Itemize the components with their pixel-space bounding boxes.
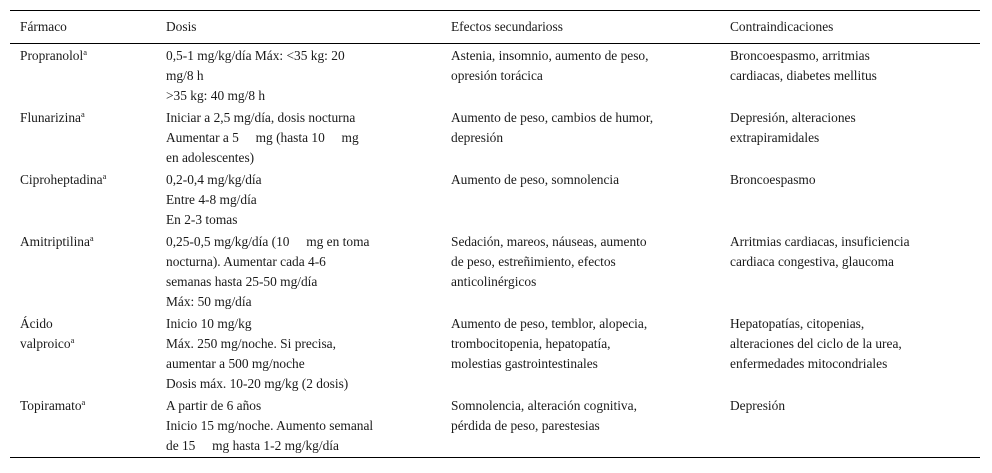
drug-name-line — [20, 232, 152, 252]
dose-line: Aumentar a 5 mg (hasta 10 mg — [166, 130, 359, 145]
footnote-marker: a — [80, 109, 85, 119]
header-side-effects: Efectos secundarioss — [441, 11, 720, 44]
contraindications-line: Depresión — [730, 398, 786, 413]
table-row — [10, 44, 980, 108]
cell-contraindications — [720, 44, 980, 108]
dose-line: aumentar a 500 mg/noche — [166, 356, 305, 371]
table-header — [10, 11, 980, 44]
dose-line: Dosis máx. 10-20 mg/kg (2 dosis) — [166, 376, 349, 391]
header-row — [10, 11, 980, 44]
header-drug: Fármaco — [10, 11, 156, 44]
cell-dose — [156, 231, 441, 313]
contraindications-line: alteraciones del ciclo de la urea, — [730, 336, 902, 351]
table-row — [10, 107, 980, 169]
table-row — [10, 169, 980, 231]
dose-line: Entre 4-8 mg/día — [166, 192, 257, 207]
cell-drug — [10, 231, 156, 313]
drug-name-line — [20, 108, 152, 128]
side-effects-line: Aumento de peso, cambios de humor, — [451, 110, 654, 125]
contraindications-line: cardiacas, diabetes mellitus — [730, 68, 877, 83]
cell-side-effects — [441, 107, 720, 169]
table-body — [10, 44, 980, 458]
cell-dose — [156, 395, 441, 458]
cell-side-effects — [441, 169, 720, 231]
side-effects-line: Aumento de peso, temblor, alopecia, — [451, 316, 648, 331]
drug-name-line — [20, 170, 152, 190]
dose-line: A partir de 6 años — [166, 398, 262, 413]
dose-line: Máx: 50 mg/día — [166, 294, 252, 309]
cell-contraindications — [720, 169, 980, 231]
cell-side-effects — [441, 313, 720, 395]
dose-line: en adolescentes) — [166, 150, 255, 165]
side-effects-line: molestias gastrointestinales — [451, 356, 598, 371]
drug-name: Flunarizina — [20, 110, 81, 125]
side-effects-line: depresión — [451, 130, 504, 145]
cell-contraindications — [720, 107, 980, 169]
footnote-marker: a — [89, 233, 94, 243]
dose-line: semanas hasta 25-50 mg/día — [166, 274, 318, 289]
contraindications-line: Broncoespasmo — [730, 172, 816, 187]
drug-name: valproico — [20, 336, 71, 351]
drug-name-line — [20, 396, 152, 416]
contraindications-line: cardiaca congestiva, glaucoma — [730, 254, 894, 269]
cell-drug — [10, 395, 156, 458]
cell-side-effects — [441, 231, 720, 313]
cell-contraindications — [720, 313, 980, 395]
header-dose: Dosis — [156, 11, 441, 44]
side-effects-line: Aumento de peso, somnolencia — [451, 172, 620, 187]
footnote-marker: a — [83, 47, 88, 57]
dose-line: Iniciar a 2,5 mg/día, dosis nocturna — [166, 110, 356, 125]
cell-drug — [10, 169, 156, 231]
dose-line: de 15 mg hasta 1-2 mg/kg/día — [166, 438, 339, 453]
drug-name: Ácido — [20, 316, 53, 331]
contraindications-line: enfermedades mitocondriales — [730, 356, 888, 371]
footnote-marker: a — [81, 397, 86, 407]
table-row — [10, 231, 980, 313]
drug-name: Amitriptilina — [20, 234, 90, 249]
drug-name-line — [20, 314, 152, 334]
cell-dose — [156, 107, 441, 169]
dose-line: 0,25-0,5 mg/kg/día (10 mg en toma — [166, 234, 370, 249]
drug-name: Propranolol — [20, 48, 84, 63]
drug-table — [10, 10, 980, 458]
contraindications-line: extrapiramidales — [730, 130, 820, 145]
drug-name-line — [20, 334, 152, 354]
header-contraindications: Contraindicaciones — [720, 11, 980, 44]
side-effects-line: pérdida de peso, parestesias — [451, 418, 600, 433]
contraindications-line: Depresión, alteraciones — [730, 110, 856, 125]
cell-side-effects — [441, 44, 720, 108]
dose-line: mg/8 h — [166, 68, 204, 83]
cell-contraindications — [720, 231, 980, 313]
table-row — [10, 395, 980, 458]
cell-contraindications — [720, 395, 980, 458]
cell-drug — [10, 44, 156, 108]
drug-table-container — [10, 10, 980, 458]
drug-name: Ciproheptadina — [20, 172, 103, 187]
dose-line: Inicio 10 mg/kg — [166, 316, 252, 331]
side-effects-line: Astenia, insomnio, aumento de peso, — [451, 48, 649, 63]
side-effects-line: Sedación, mareos, náuseas, aumento — [451, 234, 647, 249]
cell-drug — [10, 313, 156, 395]
dose-line: Máx. 250 mg/noche. Si precisa, — [166, 336, 336, 351]
contraindications-line: Arritmias cardiacas, insuficiencia — [730, 234, 910, 249]
side-effects-line: opresión torácica — [451, 68, 543, 83]
dose-line: En 2-3 tomas — [166, 212, 238, 227]
cell-side-effects — [441, 395, 720, 458]
dose-line: Inicio 15 mg/noche. Aumento semanal — [166, 418, 374, 433]
side-effects-line: de peso, estreñimiento, efectos — [451, 254, 616, 269]
cell-drug — [10, 107, 156, 169]
cell-dose — [156, 44, 441, 108]
dose-line: 0,2-0,4 mg/kg/día — [166, 172, 262, 187]
side-effects-line: anticolinérgicos — [451, 274, 537, 289]
footnote-marker: a — [70, 335, 75, 345]
side-effects-line: trombocitopenia, hepatopatía, — [451, 336, 611, 351]
cell-dose — [156, 169, 441, 231]
side-effects-line: Somnolencia, alteración cognitiva, — [451, 398, 637, 413]
drug-name: Topiramato — [20, 398, 82, 413]
dose-line: 0,5-1 mg/kg/día Máx: <35 kg: 20 — [166, 48, 345, 63]
dose-line: >35 kg: 40 mg/8 h — [166, 88, 266, 103]
drug-name-line — [20, 46, 152, 66]
footnote-marker: a — [102, 171, 107, 181]
table-row — [10, 313, 980, 395]
cell-dose — [156, 313, 441, 395]
contraindications-line: Hepatopatías, citopenias, — [730, 316, 865, 331]
dose-line: nocturna). Aumentar cada 4-6 — [166, 254, 326, 269]
contraindications-line: Broncoespasmo, arritmias — [730, 48, 870, 63]
